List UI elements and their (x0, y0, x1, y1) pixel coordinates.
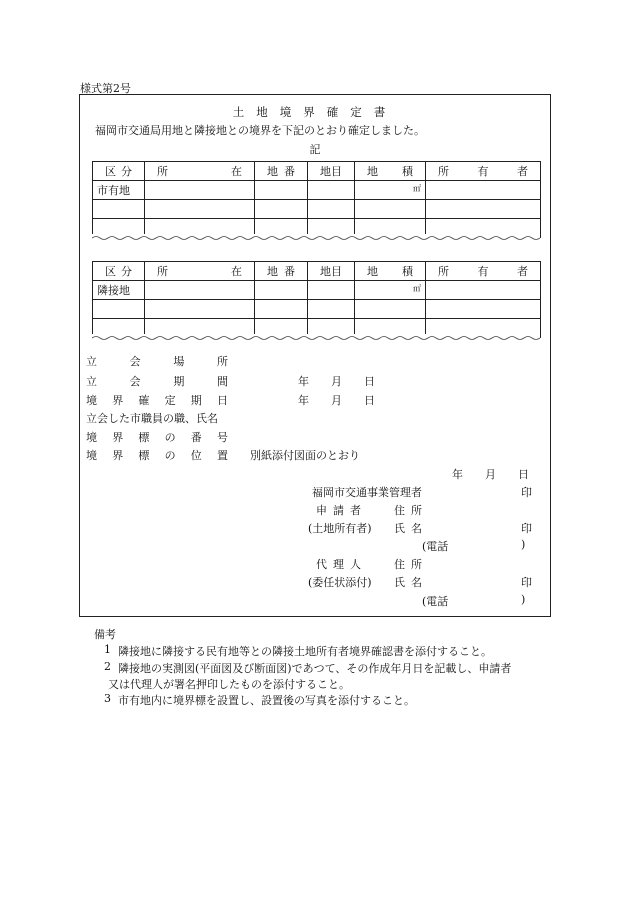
shozai-cell[interactable] (145, 181, 255, 200)
chiseki-cell[interactable] (355, 281, 426, 300)
shozai-cell[interactable] (145, 200, 255, 219)
table-header-row (93, 262, 541, 281)
unit-label: ㎡ (413, 184, 421, 193)
kubun-cell: 市有地 (93, 181, 145, 200)
table-row (93, 281, 541, 300)
shozai-cell[interactable] (145, 300, 255, 319)
field-shokuin: 立会した市職員の職、氏名 (86, 412, 218, 425)
shozai-cell[interactable] (145, 281, 255, 300)
shoyusha-cell[interactable] (426, 300, 541, 319)
ki-label: 記 (309, 143, 321, 156)
seal-mark: 印 (521, 486, 532, 499)
applicant-role-note: (土地所有者) (308, 522, 372, 535)
header-chiban: 地番 (255, 162, 308, 181)
chimoku-cell[interactable] (308, 300, 355, 319)
tachiai-kikan-date[interactable]: 年 月 日 (298, 375, 375, 388)
header-kubun: 区分 (93, 162, 145, 181)
kubun-cell: 隣接地 (93, 281, 145, 300)
kubun-cell[interactable] (93, 300, 145, 319)
chimoku-cell[interactable] (308, 200, 355, 219)
field-hyo-ichi: 境界標の位置 (86, 449, 228, 462)
header-shozai: 所在 (145, 162, 255, 181)
note-text: 隣接地に隣接する民有地等との隣接土地所有者境界確認書を添付すること。 (118, 645, 492, 658)
intro-text: 福岡市交通局用地と隣接地との境界を下記のとおり確定しました。 (95, 124, 425, 137)
note-text: 隣接地の実測図(平面図及び断面図)であつて、その作成年月日を記載し、申請者 (118, 662, 512, 675)
chiban-cell[interactable] (255, 300, 308, 319)
field-kakutei-kijitsu: 境界確定期日 (86, 394, 228, 407)
header-chiseki: 地積 (355, 262, 426, 281)
applicant-seal: 印 (521, 522, 532, 535)
agent-role: 代理人 (316, 558, 367, 571)
shoyusha-cell[interactable] (426, 200, 541, 219)
field-tachiai-kikan: 立会期間 (86, 375, 228, 388)
shoyusha-cell[interactable] (426, 281, 541, 300)
header-chiseki: 地積 (355, 162, 426, 181)
hyo-ichi-value: 別紙添付図面のとおり (250, 449, 360, 462)
agent-role-note: (委任状添付) (308, 576, 372, 589)
chiban-cell[interactable] (255, 200, 308, 219)
city-land-table (92, 161, 541, 238)
header-shozai: 所在 (145, 262, 255, 281)
document-date[interactable]: 年 月 日 (452, 468, 529, 481)
table-row (93, 300, 541, 319)
applicant-phone-close: ) (521, 538, 526, 551)
agent-phone-close: ) (521, 593, 526, 606)
kakutei-kijitsu-date[interactable]: 年 月 日 (298, 394, 375, 407)
chimoku-cell[interactable] (308, 181, 355, 200)
chimoku-cell[interactable] (308, 281, 355, 300)
field-hyo-bango: 境界標の番号 (86, 431, 228, 444)
header-chimoku: 地目 (308, 162, 355, 181)
table-row (93, 181, 541, 200)
notes-title: 備考 (94, 628, 116, 641)
chiseki-cell[interactable] (355, 200, 426, 219)
table-header-row (93, 162, 541, 181)
applicant-address-label: 住所 (394, 504, 428, 517)
agent-name-label: 氏名 (394, 576, 428, 589)
chiseki-cell[interactable] (355, 300, 426, 319)
note-number: 2 (104, 660, 111, 673)
header-chiban: 地番 (255, 262, 308, 281)
manager-title: 福岡市交通事業管理者 (312, 486, 422, 499)
note-text: 又は代理人が署名押印したものを添付すること。 (108, 678, 350, 691)
applicant-name-label: 氏名 (394, 522, 428, 535)
note-text: 市有地内に境界標を設置し、設置後の写真を添付すること。 (118, 694, 415, 707)
applicant-role: 申請者 (316, 504, 367, 517)
agent-seal: 印 (521, 576, 532, 589)
shoyusha-cell[interactable] (426, 181, 541, 200)
table-break-wave (92, 334, 540, 342)
kubun-cell[interactable] (93, 200, 145, 219)
title-text: 土地境界確定書 (232, 105, 398, 119)
chiseki-cell[interactable] (355, 181, 426, 200)
agent-address-label: 住所 (394, 558, 428, 571)
form-number-label: 様式第2号 (80, 82, 131, 95)
note-number: 3 (104, 692, 111, 705)
chiban-cell[interactable] (255, 181, 308, 200)
field-tachiai-basho: 立会場所 (86, 355, 228, 368)
chiban-cell[interactable] (255, 281, 308, 300)
document-title (0, 104, 630, 120)
header-chimoku: 地目 (308, 262, 355, 281)
header-shoyusha: 所有者 (426, 262, 541, 281)
applicant-phone-open: (電話 (422, 540, 449, 553)
note-number: 1 (104, 643, 111, 656)
adjacent-land-table (92, 261, 541, 338)
header-kubun: 区分 (93, 262, 145, 281)
unit-label: ㎡ (413, 284, 421, 293)
table-row (93, 200, 541, 219)
table-break-wave (92, 234, 540, 242)
agent-phone-open: (電話 (422, 595, 449, 608)
header-shoyusha: 所有者 (426, 162, 541, 181)
